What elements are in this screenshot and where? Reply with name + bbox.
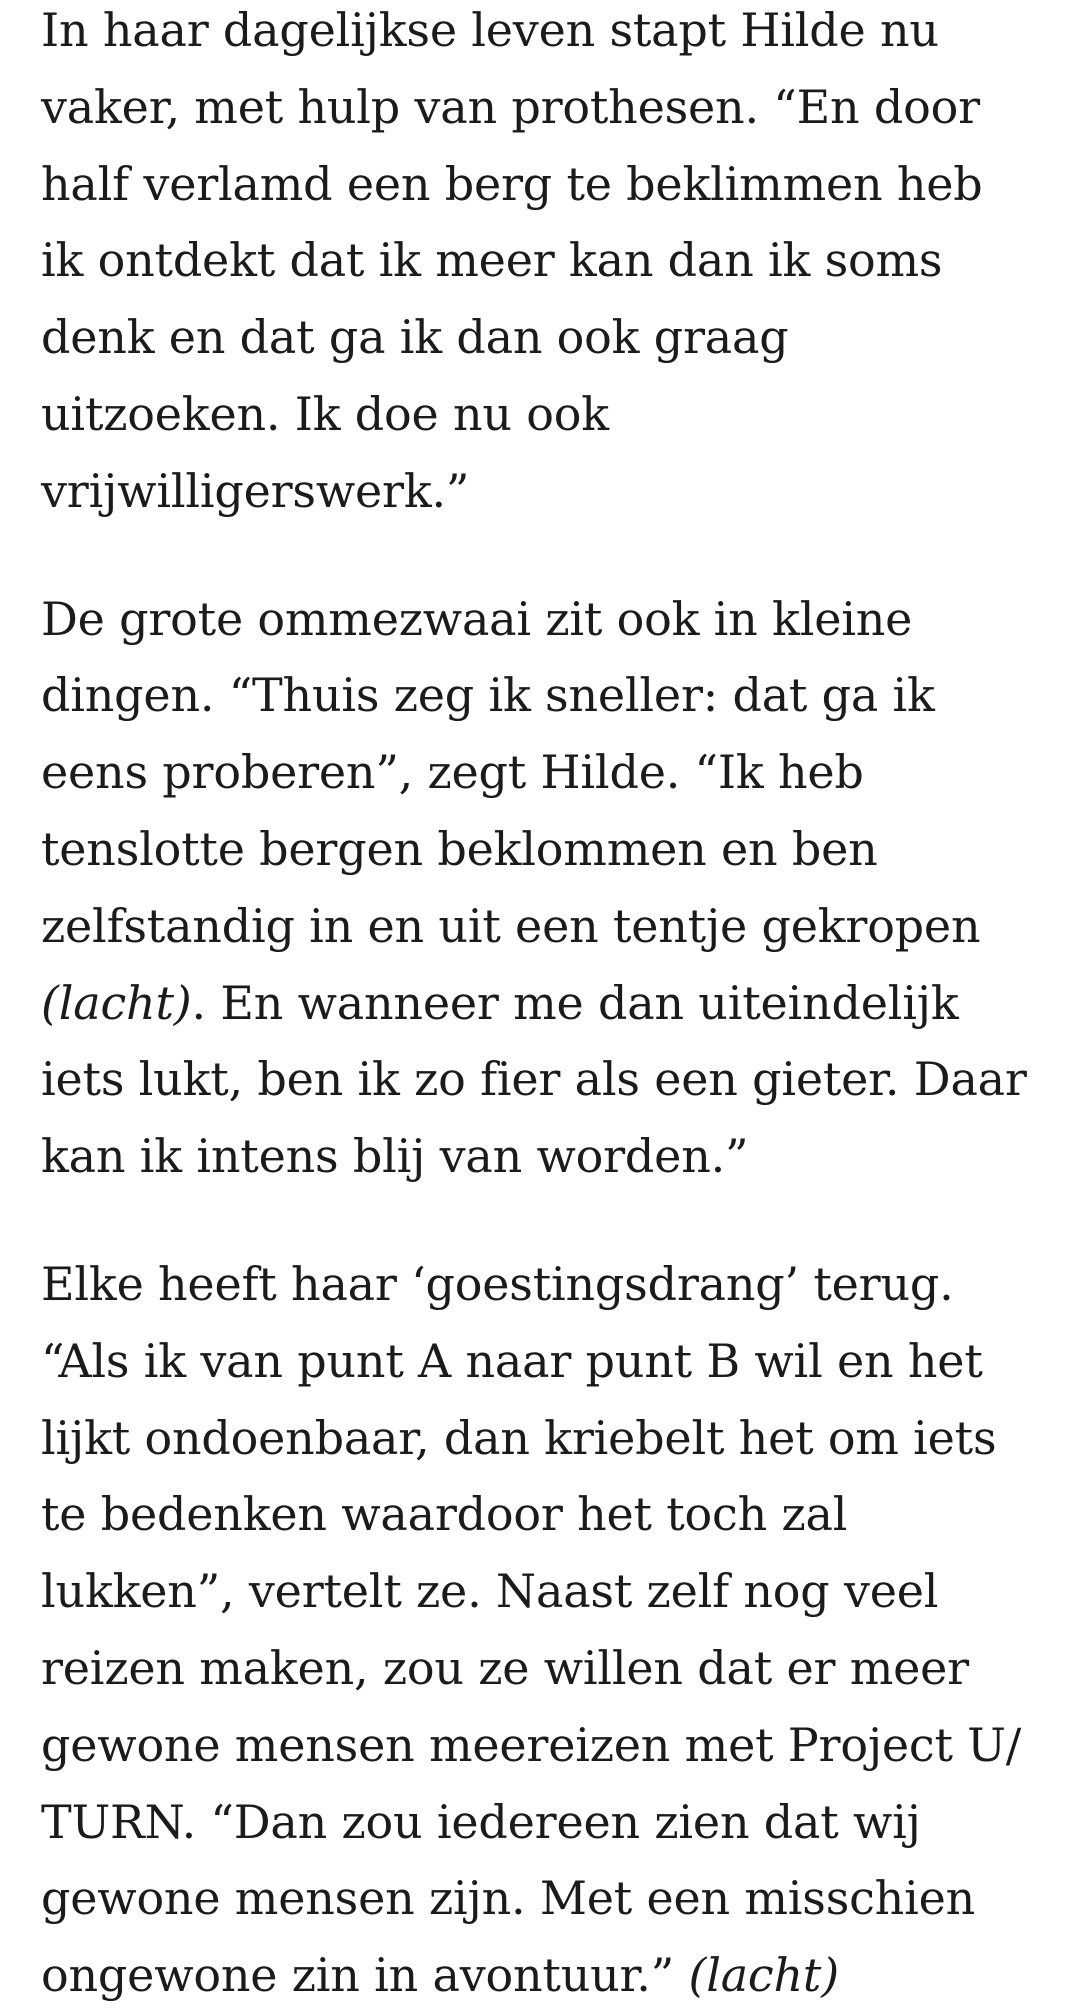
text-line: iets lukt, ben ik zo fier als een gieter. Daar xyxy=(41,1052,1027,1107)
text-line: In haar dagelijkse leven stapt Hilde nu xyxy=(41,3,939,57)
text-line: denk en dat ga ik dan ook graag xyxy=(41,310,789,365)
text-line: vrijwilligerswerk.” xyxy=(41,463,470,518)
italic-aside: (lacht) xyxy=(688,1948,839,2003)
text-line: tenslotte bergen beklommen en ben xyxy=(41,821,878,876)
text-line: gewone mensen meereizen met Project U/ xyxy=(41,1717,1022,1772)
text-line: uitzoeken. Ik doe nu ook xyxy=(41,386,609,441)
article-body xyxy=(41,0,1051,2014)
text-line: “Als ik van punt A naar punt B wil en het xyxy=(41,1333,983,1388)
text-line: gewone mensen zijn. Met een misschien xyxy=(41,1871,976,1926)
text-line: eens proberen”, zegt Hilde. “Ik heb xyxy=(41,745,864,800)
text-line: dingen. “Thuis zeg ik sneller: dat ga ik xyxy=(41,668,935,723)
text-line: reizen maken, zou ze willen dat er meer xyxy=(41,1640,969,1695)
text-line: kan ik intens blij van worden.” xyxy=(41,1129,749,1184)
text-line xyxy=(41,1937,1051,2014)
text-span: . En wanneer me dan uiteindelijk xyxy=(191,975,959,1030)
article-paragraph-3 xyxy=(41,1246,1051,2014)
text-line: half verlamd een berg te beklimmen heb xyxy=(41,156,983,211)
article-paragraph-1 xyxy=(41,0,1051,530)
text-line: lukken”, vertelt ze. Naast zelf nog veel xyxy=(41,1564,939,1619)
text-line: vaker, met hulp van prothesen. “En door xyxy=(41,79,980,134)
text-line: ik ontdekt dat ik meer kan dan ik soms xyxy=(41,233,943,288)
italic-aside: (lacht) xyxy=(41,975,192,1030)
text-span: ongewone zin in avontuur.” xyxy=(41,1948,689,2003)
text-line xyxy=(41,965,1051,1042)
text-line: te bedenken waardoor het toch zal xyxy=(41,1487,848,1542)
text-line: Elke heeft haar ‘goestingsdrang’ terug. xyxy=(41,1256,954,1311)
text-line: zelfstandig in en uit een tentje gekropen xyxy=(41,898,981,953)
text-line: TURN. “Dan zou iedereen zien dat wij xyxy=(41,1794,921,1849)
text-line: lijkt ondoenbaar, dan kriebelt het om iets xyxy=(41,1410,997,1465)
text-line: De grote ommezwaai zit ook in kleine xyxy=(41,591,913,646)
article-paragraph-2 xyxy=(41,581,1051,1195)
